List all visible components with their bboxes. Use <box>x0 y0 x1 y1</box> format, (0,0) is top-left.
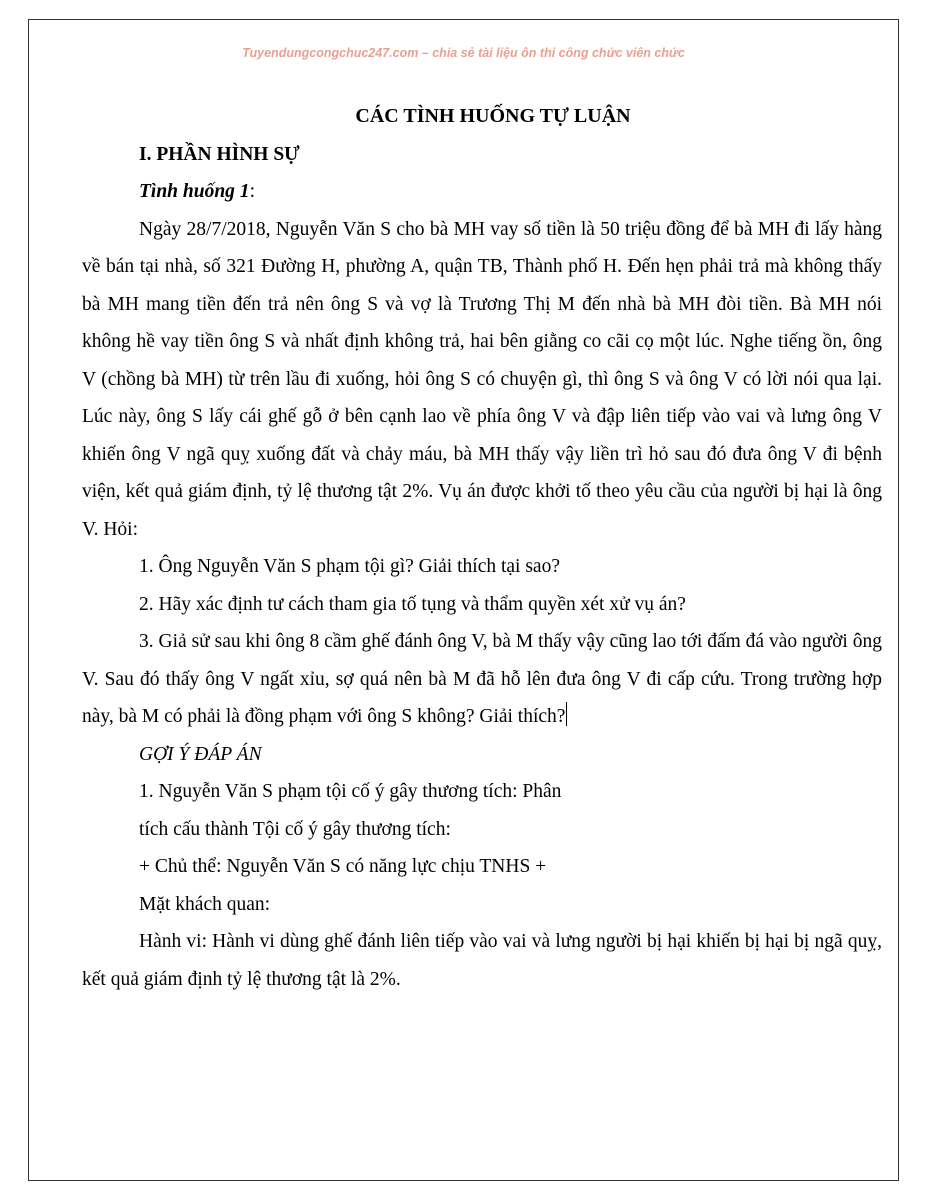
answer-line-3: + Chủ thể: Nguyễn Văn S có năng lực chịu TNHS + <box>139 856 547 877</box>
document-body <box>82 98 882 998</box>
watermark-header: Tuyendungcongchuc247.com – chia sẻ tài liệu ôn thi công chức viên chức <box>242 46 685 60</box>
situation-colon: : <box>249 181 255 202</box>
answer-line-2: tích cấu thành Tội cố ý gây thương tích: <box>139 818 451 840</box>
question-2: 2. Hãy xác định tư cách tham gia tố tụng và thẩm quyền xét xử vụ án? <box>139 593 686 615</box>
situation-label: Tình huống 1 <box>139 181 250 202</box>
text-cursor <box>566 702 567 726</box>
final-paragraph: Hành vi: Hành vi dùng ghế đánh liên tiếp vào vai và lưng người bị hại khiến bị hại bị ngã quỵ, kết quả giám định tỷ lệ thương tật là 2%. <box>82 931 882 990</box>
question-3 <box>82 623 882 736</box>
answer-line-4: Mặt khách quan: <box>139 893 271 915</box>
section-heading: I. PHẦN HÌNH SỰ <box>139 143 300 165</box>
hint-title: GỢI Ý ĐÁP ÁN <box>139 743 262 765</box>
case-paragraph: Ngày 28/7/2018, Nguyễn Văn S cho bà MH vay số tiền là 50 triệu đồng để bà MH đi lấy hàng về bán tại nhà, số 321 Đường H, phường A, quận TB, Thành phố H. Đến hẹn phải trả mà không thấy bà MH mang tiền đến trả nên ông S và vợ là Trương Thị M đến nhà bà MH đòi tiền. Bà MH nói không hề vay tiền ông S và nhất định không trả, hai bên giằng co cãi cọ một lúc. Nghe tiếng ồn, ông V (chồng bà MH) từ trên lầu đi xuống, hỏi ông S có chuyện gì, thì ông S và ông V có lời nói qua lại. Lúc này, ông S lấy cái ghế gỗ ở bên cạnh lao về phía ông V và đập liên tiếp vào vai và lưng ông V khiến ông V ngã quỵ xuống đất và chảy máu, bà MH thấy vậy liền trì hỏ sau đó đưa ông V đi bệnh viện, kết quả giám định, tỷ lệ thương tật 2%. Vụ án được khởi tố theo yêu cầu của người bị hại là ông V. Hỏi: <box>82 218 882 540</box>
document-title: CÁC TÌNH HUỐNG TỰ LUẬN <box>355 105 631 127</box>
question-3-text: 3. Giả sử sau khi ông 8 cầm ghế đánh ông V, bà M thấy vậy cũng lao tới đấm đá vào người ông V. Sau đó thấy ông V ngất xỉu, sợ quá nên bà M đã hỗ lên đưa ông V đi cấp cứu. Trong trường hợp này, bà M có phải là đồng phạm với ông S không? Giải thích? <box>82 631 882 727</box>
answer-line-1: 1. Nguyễn Văn S phạm tội cố ý gây thương tích: Phân <box>139 781 562 802</box>
question-1: 1. Ông Nguyễn Văn S phạm tội gì? Giải thích tại sao? <box>139 556 560 577</box>
situation-heading <box>82 173 882 211</box>
